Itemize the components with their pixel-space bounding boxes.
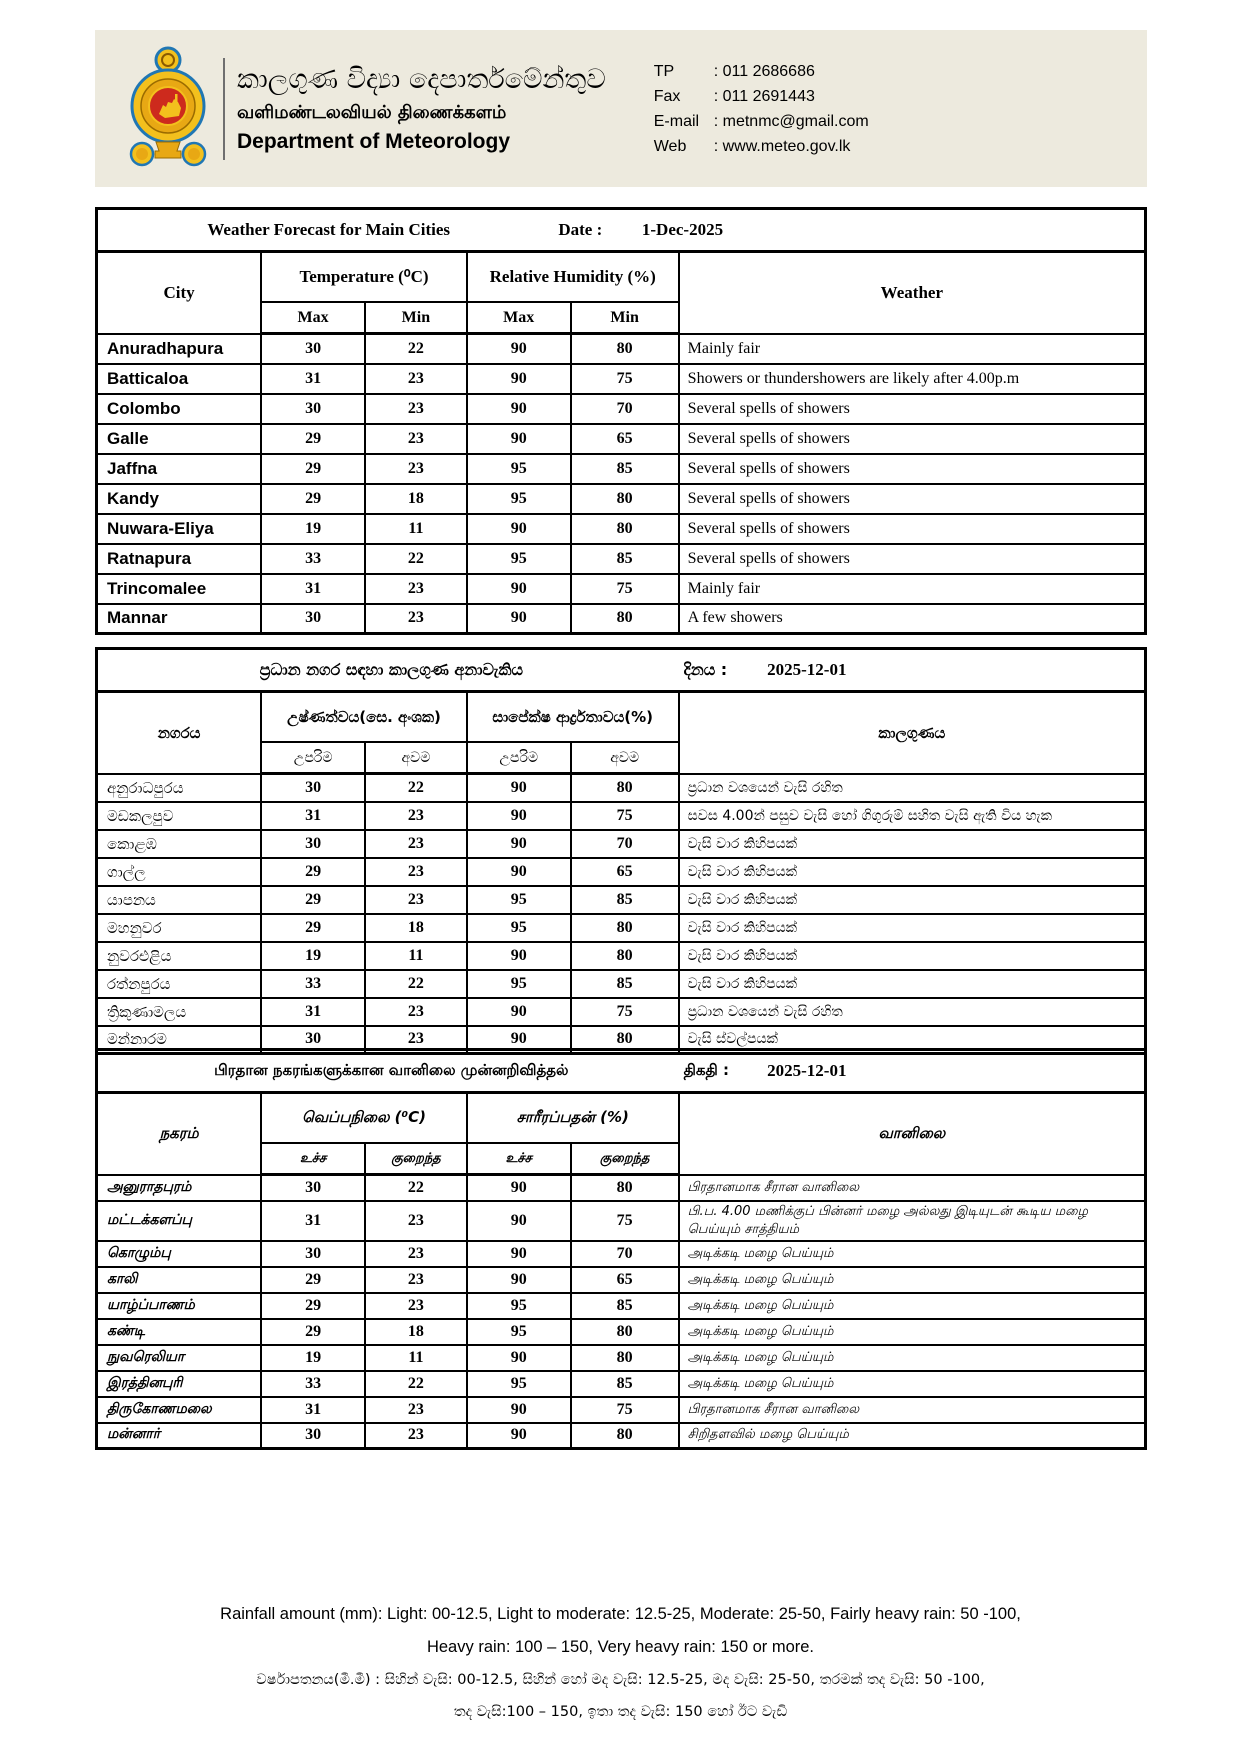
table-title: பிரதான நகரங்களுக்கான வானிலை முன்னறிவித்தல்: [214, 1061, 569, 1079]
table-title: Weather Forecast for Main Cities: [207, 220, 451, 239]
weather-cell: වැසි වාර කිහිපයක්: [679, 858, 1146, 886]
table-row: [97, 970, 1146, 998]
col-header-hum-min: අවම: [571, 742, 679, 774]
temp-max-cell: 33: [261, 1371, 365, 1397]
temp-min-cell: 22: [365, 970, 467, 998]
table-row: [97, 914, 1146, 942]
humidity-min-cell: 85: [571, 1371, 679, 1397]
weather-cell: Several spells of showers: [679, 424, 1146, 454]
humidity-max-cell: 95: [467, 1319, 571, 1345]
date-value: 2025-12-01: [767, 660, 847, 679]
temp-max-cell: 33: [261, 970, 365, 998]
header-row-main: [97, 1093, 1146, 1144]
table-row: [97, 1397, 1146, 1423]
temp-max-cell: 30: [261, 830, 365, 858]
table-body: [97, 334, 1146, 634]
sri-lanka-emblem-icon: [128, 44, 208, 174]
city-cell: Trincomalee: [97, 574, 262, 604]
table-body: [97, 774, 1146, 1054]
weather-cell: அடிக்கடி மழை பெய்யும்: [679, 1241, 1146, 1267]
temp-max-cell: 29: [261, 858, 365, 886]
humidity-max-cell: 90: [467, 1201, 571, 1241]
letterhead-divider: [223, 58, 225, 160]
humidity-min-cell: 80: [571, 1345, 679, 1371]
temp-max-cell: 29: [261, 914, 365, 942]
city-cell: கொழும்பு: [97, 1241, 262, 1267]
table-row: [97, 514, 1146, 544]
temp-min-cell: 23: [365, 1201, 467, 1241]
temp-max-cell: 29: [261, 1293, 365, 1319]
department-name-tamil: வளிமண்டலவியல் திணைக்களம்: [237, 101, 507, 123]
humidity-min-cell: 80: [571, 1319, 679, 1345]
temp-max-cell: 30: [261, 1175, 365, 1201]
city-cell: මඩකලපුව: [97, 802, 262, 830]
humidity-min-cell: 80: [571, 514, 679, 544]
temp-min-cell: 23: [365, 1026, 467, 1054]
city-cell: Galle: [97, 424, 262, 454]
col-header-temperature: Temperature (⁰C): [261, 252, 467, 303]
col-header-city: නගරය: [97, 692, 262, 774]
temp-min-cell: 18: [365, 484, 467, 514]
temp-min-cell: 22: [365, 544, 467, 574]
humidity-max-cell: 90: [467, 1241, 571, 1267]
humidity-max-cell: 95: [467, 914, 571, 942]
col-header-weather: කාලගුණය: [679, 692, 1146, 774]
weather-cell: Several spells of showers: [679, 514, 1146, 544]
city-cell: Mannar: [97, 604, 262, 634]
table-title-row: [97, 1050, 1146, 1093]
city-cell: කොළඹ: [97, 830, 262, 858]
col-header-hum-max: Max: [467, 302, 571, 334]
weather-cell: அடிக்கடி மழை பெய்யும்: [679, 1293, 1146, 1319]
col-header-city: நகரம்: [97, 1093, 262, 1175]
department-names: [237, 63, 606, 155]
table-row: [97, 544, 1146, 574]
weather-cell: ප්‍රධාන වශයෙන් වැසි රහිත: [679, 998, 1146, 1026]
col-header-humidity: சாரீரப்பதன் (%): [467, 1093, 679, 1144]
phone-label: TP: [653, 62, 675, 80]
weather-table-english: [95, 207, 1147, 635]
table-row: [97, 604, 1146, 634]
weather-cell: A few showers: [679, 604, 1146, 634]
temp-max-cell: 31: [261, 1201, 365, 1241]
table-body: [97, 1175, 1146, 1449]
humidity-min-cell: 75: [571, 1397, 679, 1423]
contact-phone-row: [654, 59, 869, 84]
col-header-hum-min: Min: [571, 302, 679, 334]
temp-min-cell: 23: [365, 454, 467, 484]
table-row: [97, 1267, 1146, 1293]
table-row: [97, 574, 1146, 604]
city-cell: ත්‍රිකුණාමලය: [97, 998, 262, 1026]
table-title-row: [97, 649, 1146, 692]
temp-max-cell: 31: [261, 574, 365, 604]
weather-table-tamil: [95, 1048, 1147, 1450]
temp-min-cell: 23: [365, 574, 467, 604]
table-row: [97, 1293, 1146, 1319]
humidity-max-cell: 90: [467, 858, 571, 886]
humidity-min-cell: 80: [571, 774, 679, 802]
city-cell: මන්නාරම: [97, 1026, 262, 1054]
weather-cell: Several spells of showers: [679, 394, 1146, 424]
weather-cell: Showers or thundershowers are likely after 4.00p.m: [679, 364, 1146, 394]
col-header-city: City: [97, 252, 262, 334]
col-header-weather: Weather: [679, 252, 1146, 334]
humidity-min-cell: 80: [571, 334, 679, 364]
temp-max-cell: 31: [261, 998, 365, 1026]
temp-min-cell: 23: [365, 604, 467, 634]
temp-min-cell: 23: [365, 802, 467, 830]
department-name-sinhala: කාලගුණ විද්‍යා දෙපාර්තමේන්තුව: [237, 63, 606, 95]
weather-cell: වැසි වාර කිහිපයක්: [679, 970, 1146, 998]
temp-max-cell: 31: [261, 364, 365, 394]
temp-max-cell: 19: [261, 514, 365, 544]
col-header-hum-max: උපරිම: [467, 742, 571, 774]
humidity-min-cell: 75: [571, 364, 679, 394]
weather-cell: සවස 4.00න් පසුව වැසි හෝ ගිගුරුම් සහිත වැසි ඇති විය හැක: [679, 802, 1146, 830]
phone-value: : 011 2686686: [713, 62, 815, 80]
table-row: [97, 394, 1146, 424]
col-header-temp-max: உச்ச: [261, 1143, 365, 1175]
weather-cell: பி.ப. 4.00 மணிக்குப் பின்னர் மழை அல்லது இடியுடன் கூடிய மழை பெய்யும் சாத்தியம்: [679, 1201, 1146, 1241]
col-header-temp-min: Min: [365, 302, 467, 334]
table-row: [97, 942, 1146, 970]
temp-max-cell: 31: [261, 802, 365, 830]
humidity-min-cell: 85: [571, 1293, 679, 1319]
humidity-max-cell: 95: [467, 484, 571, 514]
humidity-min-cell: 85: [571, 454, 679, 484]
email-value: : metnmc@gmail.com: [713, 112, 869, 130]
humidity-min-cell: 70: [571, 1241, 679, 1267]
col-header-temp-max: උපරිම: [261, 742, 365, 774]
table-title: ප්‍රධාන නගර සඳහා කාලගුණ අනාවැකිය: [259, 660, 523, 679]
table-row: [97, 1345, 1146, 1371]
fax-label: Fax: [653, 87, 681, 105]
humidity-min-cell: 85: [571, 970, 679, 998]
humidity-min-cell: 85: [571, 886, 679, 914]
table-row: [97, 1371, 1146, 1397]
contact-block: [654, 59, 869, 159]
temp-max-cell: 29: [261, 1319, 365, 1345]
humidity-min-cell: 70: [571, 394, 679, 424]
city-cell: மன்னார்: [97, 1423, 262, 1449]
temp-min-cell: 23: [365, 830, 467, 858]
city-cell: இரத்தினபுரி: [97, 1371, 262, 1397]
temp-max-cell: 19: [261, 942, 365, 970]
date-label: திகதி :: [683, 1061, 730, 1079]
temp-min-cell: 23: [365, 858, 467, 886]
city-cell: යාපනය: [97, 886, 262, 914]
city-cell: Colombo: [97, 394, 262, 424]
city-cell: ගාල්ල: [97, 858, 262, 886]
humidity-max-cell: 95: [467, 1293, 571, 1319]
humidity-max-cell: 90: [467, 334, 571, 364]
table-row: [97, 886, 1146, 914]
col-header-hum-max: உச்ச: [467, 1143, 571, 1175]
weather-cell: அடிக்கடி மழை பெய்யும்: [679, 1267, 1146, 1293]
temp-min-cell: 23: [365, 394, 467, 424]
weather-cell: Mainly fair: [679, 574, 1146, 604]
contact-web-row: [654, 134, 869, 159]
weather-cell: Several spells of showers: [679, 454, 1146, 484]
weather-cell: Several spells of showers: [679, 544, 1146, 574]
col-header-humidity: Relative Humidity (%): [467, 252, 679, 303]
humidity-max-cell: 90: [467, 1345, 571, 1371]
weather-cell: ප්‍රධාන වශයෙන් වැසි රහිත: [679, 774, 1146, 802]
temp-max-cell: 30: [261, 1423, 365, 1449]
temp-max-cell: 19: [261, 1345, 365, 1371]
city-cell: Jaffna: [97, 454, 262, 484]
col-header-temperature: උෂ්ණත්වය(සෙ. අංශක): [261, 692, 467, 743]
temp-min-cell: 11: [365, 1345, 467, 1371]
temp-max-cell: 31: [261, 1397, 365, 1423]
temp-min-cell: 23: [365, 1267, 467, 1293]
humidity-min-cell: 75: [571, 802, 679, 830]
humidity-max-cell: 90: [467, 774, 571, 802]
humidity-min-cell: 80: [571, 1423, 679, 1449]
table-row: [97, 334, 1146, 364]
date-value: 2025-12-01: [767, 1061, 847, 1080]
weather-cell: அடிக்கடி மழை பெய்யும்: [679, 1371, 1146, 1397]
city-cell: நுவரெலியா: [97, 1345, 262, 1371]
humidity-max-cell: 90: [467, 998, 571, 1026]
table-row: [97, 1241, 1146, 1267]
temp-max-cell: 30: [261, 604, 365, 634]
table-row: [97, 830, 1146, 858]
humidity-max-cell: 95: [467, 970, 571, 998]
web-label: Web: [653, 137, 687, 155]
contact-fax-row: [654, 84, 869, 109]
temp-max-cell: 30: [261, 774, 365, 802]
temp-min-cell: 18: [365, 914, 467, 942]
humidity-min-cell: 80: [571, 914, 679, 942]
rainfall-note-sinhala-line2: තද වැසි:100 – 150, ඉතා තද වැසි: 150 හෝ ඊට වැඩි: [453, 1704, 788, 1720]
humidity-min-cell: 85: [571, 544, 679, 574]
weather-cell: වැසි වාර කිහිපයක්: [679, 914, 1146, 942]
table-row: [97, 424, 1146, 454]
date-value: 1-Dec-2025: [641, 220, 724, 239]
temp-max-cell: 29: [261, 1267, 365, 1293]
table-row: [97, 454, 1146, 484]
header-row-main: [97, 252, 1146, 303]
rainfall-note-english-line1: Rainfall amount (mm): Light: 00-12.5, Light to moderate: 12.5-25, Moderate: 25-50, Fairly heavy rain: 50 -100,: [220, 1605, 1021, 1623]
temp-min-cell: 11: [365, 942, 467, 970]
city-cell: அனுராதபுரம்: [97, 1175, 262, 1201]
temp-min-cell: 23: [365, 364, 467, 394]
weather-cell: பிரதானமாக சீரான வானிலை: [679, 1175, 1146, 1201]
temp-max-cell: 29: [261, 484, 365, 514]
humidity-min-cell: 65: [571, 858, 679, 886]
city-cell: නුවරඑළිය: [97, 942, 262, 970]
temp-min-cell: 23: [365, 1293, 467, 1319]
temp-min-cell: 23: [365, 424, 467, 454]
department-name-english: Department of Meteorology: [237, 129, 511, 153]
email-label: E-mail: [653, 112, 700, 130]
humidity-max-cell: 90: [467, 802, 571, 830]
temp-max-cell: 30: [261, 1241, 365, 1267]
header-row-main: [97, 692, 1146, 743]
letterhead-banner: [95, 30, 1147, 187]
humidity-max-cell: 90: [467, 394, 571, 424]
humidity-max-cell: 90: [467, 1175, 571, 1201]
humidity-min-cell: 80: [571, 1026, 679, 1054]
weather-cell: பிரதானமாக சீரான வானிலை: [679, 1397, 1146, 1423]
temp-max-cell: 30: [261, 1026, 365, 1054]
humidity-min-cell: 80: [571, 942, 679, 970]
table-row: [97, 858, 1146, 886]
rainfall-note-english-line2: Heavy rain: 100 – 150, Very heavy rain: 150 or more.: [426, 1638, 815, 1656]
city-cell: මහනුවර: [97, 914, 262, 942]
humidity-min-cell: 75: [571, 574, 679, 604]
weather-cell: වැසි ස්වල්පයක්: [679, 1026, 1146, 1054]
humidity-max-cell: 90: [467, 830, 571, 858]
date-label: දිනය :: [683, 660, 728, 679]
city-cell: காலி: [97, 1267, 262, 1293]
temp-min-cell: 23: [365, 1241, 467, 1267]
humidity-max-cell: 90: [467, 1423, 571, 1449]
humidity-min-cell: 80: [571, 484, 679, 514]
humidity-max-cell: 90: [467, 514, 571, 544]
temp-max-cell: 30: [261, 334, 365, 364]
table-row: [97, 998, 1146, 1026]
temp-min-cell: 22: [365, 774, 467, 802]
humidity-min-cell: 65: [571, 1267, 679, 1293]
weather-table-sinhala: [95, 647, 1147, 1055]
weather-cell: சிறிதளவில் மழை பெய்யும்: [679, 1423, 1146, 1449]
col-header-temp-min: අවම: [365, 742, 467, 774]
humidity-max-cell: 90: [467, 604, 571, 634]
humidity-min-cell: 65: [571, 424, 679, 454]
table-row: [97, 1201, 1146, 1241]
fax-value: : 011 2691443: [713, 87, 815, 105]
temp-min-cell: 22: [365, 1175, 467, 1201]
table-row: [97, 1175, 1146, 1201]
city-cell: Batticaloa: [97, 364, 262, 394]
city-cell: රත්නපුරය: [97, 970, 262, 998]
weather-cell: වැසි වාර කිහිපයක්: [679, 830, 1146, 858]
city-cell: திருகோணமலை: [97, 1397, 262, 1423]
col-header-humidity: සාපේක්ෂ ආර්ද්‍රතාවය(%): [467, 692, 679, 743]
temp-min-cell: 22: [365, 334, 467, 364]
temp-max-cell: 29: [261, 454, 365, 484]
humidity-min-cell: 75: [571, 1201, 679, 1241]
temp-min-cell: 23: [365, 1423, 467, 1449]
weather-cell: Several spells of showers: [679, 484, 1146, 514]
temp-max-cell: 30: [261, 394, 365, 424]
humidity-max-cell: 90: [467, 574, 571, 604]
city-cell: Ratnapura: [97, 544, 262, 574]
humidity-min-cell: 75: [571, 998, 679, 1026]
temp-min-cell: 11: [365, 514, 467, 544]
weather-cell: වැසි වාර කිහිපයක්: [679, 886, 1146, 914]
humidity-max-cell: 95: [467, 1371, 571, 1397]
date-label: Date :: [558, 220, 603, 239]
table-row: [97, 484, 1146, 514]
city-cell: අනුරාධපුරය: [97, 774, 262, 802]
contact-email-row: [654, 109, 869, 134]
humidity-min-cell: 80: [571, 1175, 679, 1201]
city-cell: Kandy: [97, 484, 262, 514]
humidity-max-cell: 95: [467, 544, 571, 574]
weather-cell: වැසි වාර කිහිපයක්: [679, 942, 1146, 970]
col-header-temp-max: Max: [261, 302, 365, 334]
humidity-max-cell: 90: [467, 942, 571, 970]
col-header-hum-min: குறைந்த: [571, 1143, 679, 1175]
table-title-row: [97, 209, 1146, 252]
city-cell: Nuwara-Eliya: [97, 514, 262, 544]
col-header-temperature: வெப்பநிலை (⁰C): [261, 1093, 467, 1144]
temp-max-cell: 33: [261, 544, 365, 574]
weather-cell: அடிக்கடி மழை பெய்யும்: [679, 1319, 1146, 1345]
table-row: [97, 364, 1146, 394]
table-row: [97, 1423, 1146, 1449]
humidity-max-cell: 90: [467, 364, 571, 394]
web-value: : www.meteo.gov.lk: [713, 137, 851, 155]
humidity-min-cell: 70: [571, 830, 679, 858]
humidity-max-cell: 90: [467, 1026, 571, 1054]
weather-cell: Mainly fair: [679, 334, 1146, 364]
table-row: [97, 802, 1146, 830]
city-cell: யாழ்ப்பாணம்: [97, 1293, 262, 1319]
col-header-weather: வானிலை: [679, 1093, 1146, 1175]
temp-min-cell: 18: [365, 1319, 467, 1345]
temp-max-cell: 29: [261, 424, 365, 454]
humidity-min-cell: 80: [571, 604, 679, 634]
humidity-max-cell: 95: [467, 454, 571, 484]
temp-min-cell: 22: [365, 1371, 467, 1397]
humidity-max-cell: 90: [467, 1397, 571, 1423]
city-cell: மட்டக்களப்பு: [97, 1201, 262, 1241]
temp-min-cell: 23: [365, 998, 467, 1026]
humidity-max-cell: 95: [467, 886, 571, 914]
rainfall-note-sinhala-line1: වර්ෂාපතනය(මී.මී) : සිහින් වැසි: 00-12.5, සිහින් හෝ මද වැසි: 12.5-25, මද වැසි: 25-50, තරමක් තද වැසි: 50 -100,: [256, 1672, 985, 1688]
table-row: [97, 774, 1146, 802]
humidity-max-cell: 90: [467, 424, 571, 454]
city-cell: Anuradhapura: [97, 334, 262, 364]
temp-min-cell: 23: [365, 886, 467, 914]
table-row: [97, 1319, 1146, 1345]
temp-max-cell: 29: [261, 886, 365, 914]
temp-min-cell: 23: [365, 1397, 467, 1423]
weather-cell: அடிக்கடி மழை பெய்யும்: [679, 1345, 1146, 1371]
city-cell: கண்டி: [97, 1319, 262, 1345]
humidity-max-cell: 90: [467, 1267, 571, 1293]
col-header-temp-min: குறைந்த: [365, 1143, 467, 1175]
